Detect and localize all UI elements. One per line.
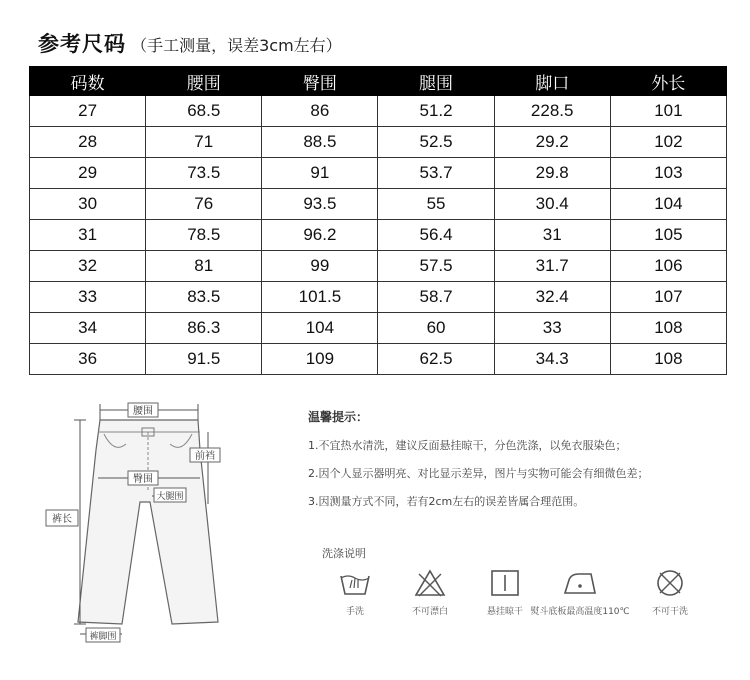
table-cell: 55 (378, 189, 494, 220)
hang-dry-icon (488, 568, 522, 598)
iron-icon (561, 568, 599, 598)
table-cell: 73.5 (146, 158, 262, 189)
table-cell: 52.5 (378, 127, 494, 158)
tip-item-1: 1.不宜热水清洗，建议反面悬挂晾干，分色洗涤，以免衣服染色； (308, 439, 627, 452)
label-hand-wash: 手洗 (345, 607, 364, 617)
table-cell: 33 (494, 313, 610, 344)
table-cell: 32 (30, 251, 146, 282)
table-cell: 30 (30, 189, 146, 220)
hand-wash-icon (338, 568, 372, 598)
table-cell: 56.4 (378, 220, 494, 251)
table-cell: 34.3 (494, 344, 610, 375)
header-thigh: 腿围 (378, 67, 494, 96)
title-main: 参考尺码 (38, 32, 126, 56)
size-table (29, 66, 727, 375)
label-hem: 裤脚围 (89, 632, 117, 642)
table-row (30, 344, 727, 375)
header-hem: 脚口 (494, 67, 610, 96)
table-cell: 105 (610, 220, 726, 251)
label-waist: 腰围 (133, 406, 153, 417)
table-cell: 32.4 (494, 282, 610, 313)
table-cell: 109 (262, 344, 378, 375)
table-cell: 30.4 (494, 189, 610, 220)
label-front-rise: 前裆 (195, 451, 215, 462)
label-no-dry-clean: 不可干洗 (651, 607, 688, 617)
header-size: 码数 (30, 67, 146, 96)
label-length: 裤长 (52, 514, 72, 525)
label-no-bleach: 不可漂白 (411, 607, 448, 617)
table-cell: 91 (262, 158, 378, 189)
table-cell: 104 (610, 189, 726, 220)
table-cell: 36 (30, 344, 146, 375)
table-cell: 29.2 (494, 127, 610, 158)
page-title (38, 28, 342, 58)
table-row (30, 127, 727, 158)
table-cell: 108 (610, 344, 726, 375)
table-row (30, 220, 727, 251)
tips-section (308, 408, 728, 521)
table-cell: 31 (494, 220, 610, 251)
table-cell: 102 (610, 127, 726, 158)
size-table-header (30, 67, 727, 96)
header-waist: 腰围 (146, 67, 262, 96)
table-cell: 27 (30, 96, 146, 127)
table-cell: 76 (146, 189, 262, 220)
table-cell: 29 (30, 158, 146, 189)
table-cell: 31.7 (494, 251, 610, 282)
table-cell: 86.3 (146, 313, 262, 344)
tip-item-3: 3.因测量方式不同，若有2cm左右的误差皆属合理范围。 (308, 495, 585, 508)
table-cell: 31 (30, 220, 146, 251)
table-cell: 83.5 (146, 282, 262, 313)
no-bleach-icon (413, 568, 447, 598)
label-thigh: 大腿围 (156, 492, 184, 502)
table-cell: 29.8 (494, 158, 610, 189)
title-note: （手工测量，误差3cm左右） (131, 36, 342, 55)
table-cell: 107 (610, 282, 726, 313)
table-cell: 53.7 (378, 158, 494, 189)
header-hip: 臀围 (262, 67, 378, 96)
table-cell: 86 (262, 96, 378, 127)
table-cell: 58.7 (378, 282, 494, 313)
tips-title: 温馨提示： (308, 410, 369, 424)
label-hang-dry: 悬挂晾干 (486, 607, 523, 617)
table-cell: 60 (378, 313, 494, 344)
table-cell: 71 (146, 127, 262, 158)
table-cell: 91.5 (146, 344, 262, 375)
table-cell: 88.5 (262, 127, 378, 158)
table-cell: 101.5 (262, 282, 378, 313)
table-cell: 33 (30, 282, 146, 313)
wash-item-iron (530, 568, 630, 617)
wash-title: 洗涤说明 (322, 547, 366, 560)
table-row (30, 251, 727, 282)
table-cell: 68.5 (146, 96, 262, 127)
table-cell: 62.5 (378, 344, 494, 375)
header-length: 外长 (610, 67, 726, 96)
table-row (30, 189, 727, 220)
table-cell: 101 (610, 96, 726, 127)
wash-item-no-dry-clean (620, 568, 720, 617)
table-cell: 34 (30, 313, 146, 344)
no-dry-clean-icon (653, 568, 687, 598)
table-cell: 28 (30, 127, 146, 158)
table-row (30, 158, 727, 189)
table-cell: 78.5 (146, 220, 262, 251)
table-cell: 104 (262, 313, 378, 344)
table-cell: 228.5 (494, 96, 610, 127)
table-row (30, 282, 727, 313)
table-cell: 99 (262, 251, 378, 282)
table-cell: 103 (610, 158, 726, 189)
table-row (30, 313, 727, 344)
table-cell: 57.5 (378, 251, 494, 282)
label-iron: 熨斗底板最高温度110℃ (530, 607, 630, 617)
table-cell: 108 (610, 313, 726, 344)
label-hip: 臀围 (133, 474, 153, 485)
table-cell: 81 (146, 251, 262, 282)
pants-diagram (22, 392, 272, 660)
wash-icons (330, 568, 730, 628)
table-cell: 93.5 (262, 189, 378, 220)
tip-item-2: 2.因个人显示器明亮、对比显示差异，图片与实物可能会有细微色差； (308, 467, 649, 480)
table-cell: 51.2 (378, 96, 494, 127)
table-cell: 106 (610, 251, 726, 282)
table-row (30, 96, 727, 127)
table-cell: 96.2 (262, 220, 378, 251)
